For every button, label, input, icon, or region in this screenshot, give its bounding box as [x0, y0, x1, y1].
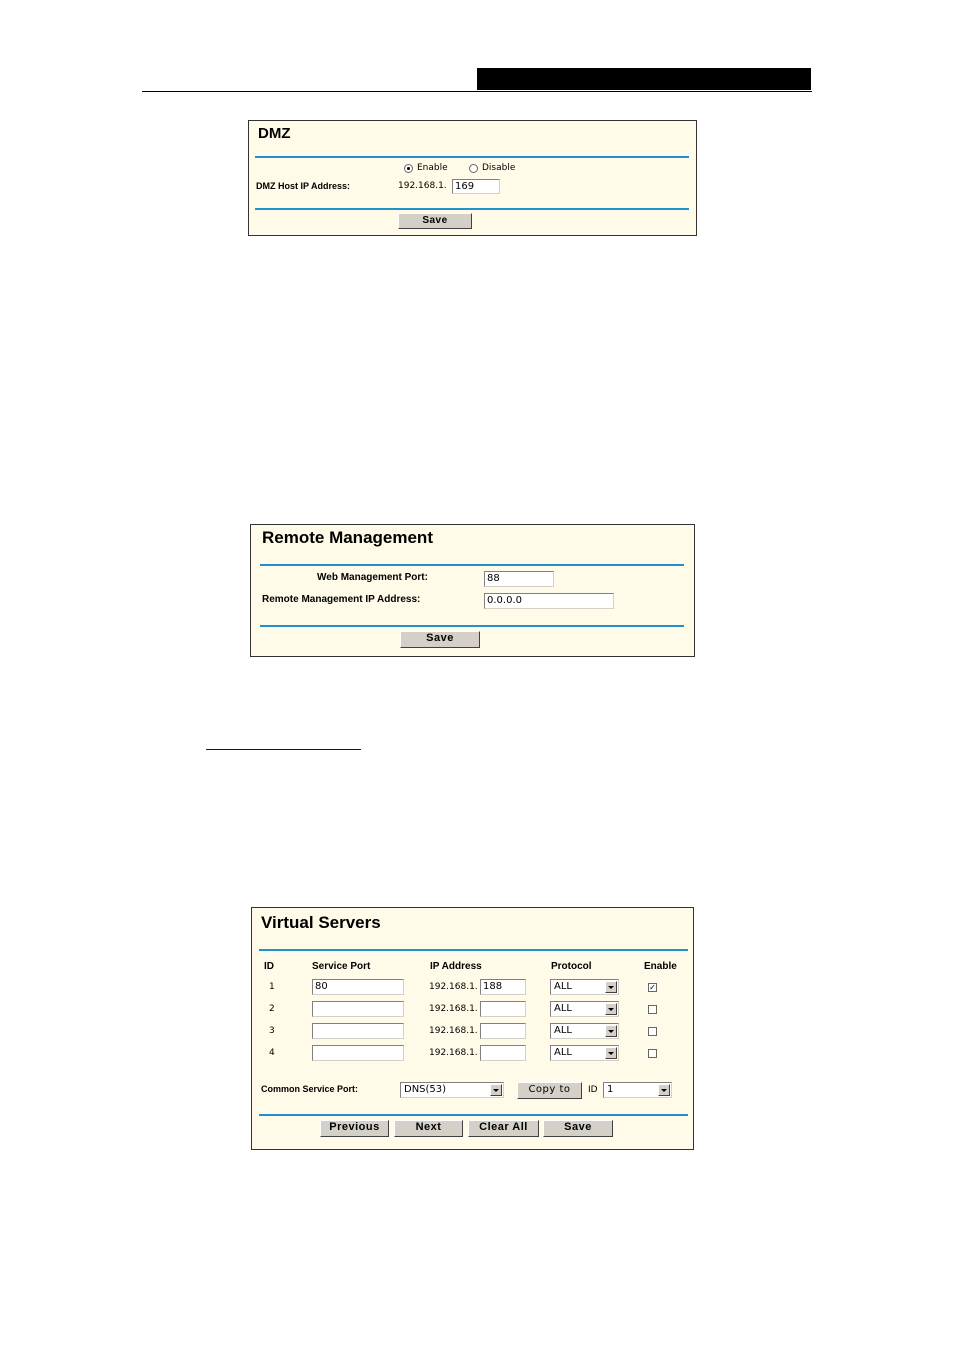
vs-row-2-ip-input[interactable] [480, 1001, 526, 1017]
vs-row-4-port-input[interactable] [312, 1045, 404, 1061]
chevron-down-icon [605, 1003, 617, 1015]
vs-row-3-ip-prefix: 192.168.1. [429, 1026, 478, 1036]
vs-row-2-ip-prefix: 192.168.1. [429, 1004, 478, 1014]
vs-row-3-port-input[interactable] [312, 1023, 404, 1039]
dmz-save-button[interactable]: Save [398, 213, 472, 229]
chevron-down-icon [658, 1084, 670, 1096]
vs-header-enable: Enable [644, 961, 677, 972]
vs-row-4-protocol-select[interactable] [550, 1045, 619, 1061]
vs-row-1-protocol-select[interactable] [550, 979, 619, 995]
dmz-disable-radio[interactable] [469, 164, 478, 173]
vs-row-4-ip-input[interactable] [480, 1045, 526, 1061]
vs-save-button[interactable]: Save [543, 1120, 613, 1137]
vs-row-2-protocol-select[interactable] [550, 1001, 619, 1017]
vs-row-1-ip-input[interactable]: 188 [480, 979, 526, 995]
vs-clear-all-button[interactable]: Clear All [468, 1120, 539, 1137]
vs-row-4-id: 4 [269, 1048, 275, 1058]
vs-row-3-protocol-select[interactable] [550, 1023, 619, 1039]
vs-row-4-enable-checkbox[interactable] [648, 1049, 657, 1058]
vs-next-button[interactable]: Next [394, 1120, 463, 1137]
virtual-servers-panel [251, 907, 694, 1150]
vs-id-label: ID [588, 1085, 598, 1095]
vs-row-1-port-input[interactable]: 80 [312, 979, 404, 995]
vs-row-4-ip-prefix: 192.168.1. [429, 1048, 478, 1058]
vs-common-port-select[interactable] [400, 1082, 504, 1098]
hyperlink-underline[interactable] [206, 749, 361, 750]
vs-row-3-protocol-value: ALL [554, 1025, 572, 1036]
remote-ip-label: Remote Management IP Address: [262, 594, 421, 605]
vs-header-port: Service Port [312, 961, 371, 972]
vs-row-3-id: 3 [269, 1026, 275, 1036]
chevron-down-icon [605, 1047, 617, 1059]
vs-row-2-protocol-value: ALL [554, 1003, 572, 1014]
header-rule [142, 91, 812, 92]
dmz-title: DMZ [258, 125, 291, 142]
dmz-host-label: DMZ Host IP Address: [256, 181, 351, 191]
remote-panel [250, 524, 695, 657]
vs-bottom-rule [259, 1114, 688, 1116]
dmz-enable-label: Enable [417, 163, 448, 173]
remote-port-input[interactable]: 88 [484, 571, 554, 587]
vs-title: Virtual Servers [261, 913, 381, 932]
vs-common-port-label: Common Service Port: [261, 1084, 359, 1094]
dmz-top-rule [255, 156, 689, 158]
remote-ip-input[interactable]: 0.0.0.0 [484, 593, 614, 609]
vs-row-2-id: 2 [269, 1004, 275, 1014]
vs-top-rule [259, 949, 688, 951]
vs-common-port-value: DNS(53) [404, 1084, 447, 1095]
dmz-disable-label: Disable [482, 163, 516, 173]
dmz-ip-prefix: 192.168.1. [398, 181, 447, 191]
vs-header-protocol: Protocol [551, 961, 592, 972]
vs-id-select[interactable] [603, 1082, 672, 1098]
remote-top-rule [260, 564, 684, 566]
vs-row-4-protocol-value: ALL [554, 1047, 572, 1058]
remote-title: Remote Management [262, 528, 433, 547]
remote-bottom-rule [260, 625, 684, 627]
remote-save-button[interactable]: Save [400, 631, 480, 648]
chevron-down-icon [605, 981, 617, 993]
dmz-panel [248, 120, 697, 236]
vs-row-1-ip-prefix: 192.168.1. [429, 982, 478, 992]
vs-copy-to-button[interactable]: Copy to [517, 1082, 582, 1099]
chevron-down-icon [490, 1084, 502, 1096]
dmz-enable-radio[interactable] [404, 164, 413, 173]
vs-header-id: ID [264, 961, 274, 972]
vs-row-2-enable-checkbox[interactable] [648, 1005, 657, 1014]
dmz-host-ip-input[interactable]: 169 [452, 179, 500, 194]
vs-row-3-enable-checkbox[interactable] [648, 1027, 657, 1036]
vs-row-1-protocol-value: ALL [554, 981, 572, 992]
vs-row-1-id: 1 [269, 982, 275, 992]
chevron-down-icon [605, 1025, 617, 1037]
vs-row-2-port-input[interactable] [312, 1001, 404, 1017]
vs-row-1-enable-checkbox[interactable]: ✓ [649, 983, 656, 992]
header-bar [477, 68, 811, 90]
dmz-bottom-rule [255, 208, 689, 210]
vs-header-ip: IP Address [430, 961, 482, 972]
vs-id-value: 1 [607, 1084, 614, 1095]
vs-row-3-ip-input[interactable] [480, 1023, 526, 1039]
remote-port-label: Web Management Port: [317, 572, 428, 583]
vs-previous-button[interactable]: Previous [320, 1120, 389, 1137]
